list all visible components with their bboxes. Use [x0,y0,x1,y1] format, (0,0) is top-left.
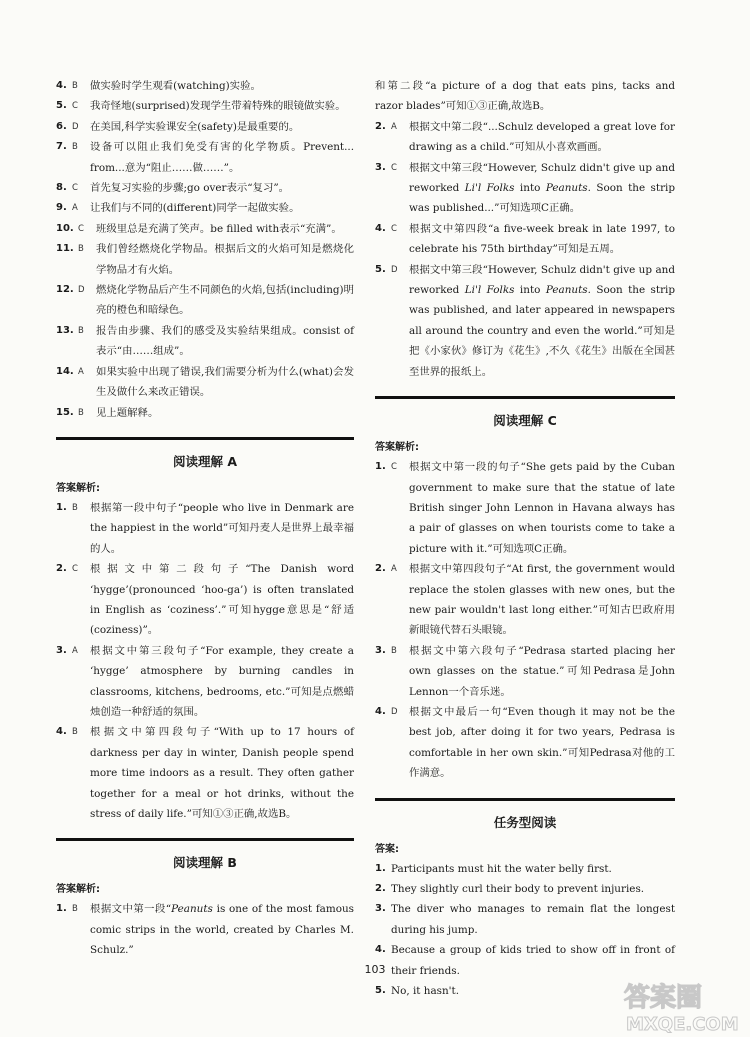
answer-letter: C [78,223,84,234]
item-number: 4. [375,705,386,717]
answer-text: 首先复习实验的步骤;go over表示“复习”。 [90,182,290,195]
answer-letter: D [72,121,79,132]
answer-text: 班级里总是充满了笑声。be filled with表示“充满”。 [96,222,342,235]
answer-letter: A [78,366,84,377]
answer-item [375,879,675,899]
section-title: 阅读理解 B [173,855,237,871]
answer-text: 根据文中第一段“Peanuts is one of the most famous comic strips in the world, created by Charles M. Schulz.” [90,903,355,957]
answer-letter: B [72,81,78,91]
answer-text: 让我们与不同的(different)同学一起做实验。 [90,202,300,215]
answer-text: 根据文中第一段的句子“She gets paid by the Cuban government to make sure that the statue of late British singer John Lennon in Havana always has a pair of glasses on when tourists come to take a picture with it.”可知选项C正确。 [409,461,675,555]
section-title: 阅读理解 A [172,453,238,469]
answer-letter: C [391,162,397,173]
answer-text: 根据文中第二段句子“The Danish word ‘hygge’(pronounced ‘hoo-ga’) is often translated in English as ‘coziness’.”可知hygge意思是“舒适(coziness)”。 [90,563,354,637]
answer-letter: A [391,121,397,132]
section-label: 答案: [375,843,399,855]
answer-item [56,899,354,960]
section-reading-c [375,411,675,784]
answer-item [375,899,675,940]
item-number: 9. [56,202,67,214]
item-number: 8. [56,182,67,194]
section-divider [56,437,354,440]
answer-letter: A [391,564,397,575]
answer-item [56,559,354,641]
section-divider [56,838,354,841]
answer-letter: B [391,645,397,656]
answer-letter: A [72,645,78,656]
answer-item [56,198,354,218]
item-number: 4. [56,726,67,738]
item-number: 4. [375,944,386,956]
answer-text: Because a group of kids tried to show off in front of their friends. [391,944,675,977]
item-number: 11. [56,243,74,255]
section-label: 答案解析: [375,442,419,454]
answer-text: 根据文中第三段“However, Schulz didn't give up and reworked Li'l Folks into Peanuts. Soon the strip was published...”可知选项C正确。 [409,161,676,215]
answer-item [56,178,354,198]
answer-item [56,239,354,280]
item-number: 1. [375,862,386,874]
item-number: 4. [375,222,386,234]
answer-text: 根据文中第三段句子“For example, they create a ‘hygge’ atmosphere by burning candles in classrooms, kitchens, bedrooms, etc.”可知是点燃蜡烛创造一种舒适的氛围。 [90,644,354,718]
answer-item [375,117,675,158]
answer-letter: B [72,142,78,153]
section-label: 答案解析: [56,884,100,896]
item-number: 14. [56,365,74,377]
section-title: 阅读理解 C [493,413,557,429]
answer-item [375,219,675,260]
answer-letter: C [391,462,397,473]
answer-text: 根据文中最后一句“Even though it may not be the best job, after doing it for two years, Pedrasa is comfortable in her own skin.”可知Pedrasa对他的工作满意。 [409,705,675,780]
answer-text: 做实验时学生观看(watching)实验。 [90,80,261,92]
answer-item [375,158,675,219]
answer-letter: B [72,502,78,513]
item-number: 1. [56,501,67,513]
answer-item [56,722,354,824]
answer-item [56,321,354,362]
answer-item [56,498,354,559]
answer-text: 根据文中第四段句子“With up to 17 hours of darkness per day in winter, Danish people spend more time indoors as a result. They often gather together for a meal or hot drinks, without the stress of daily life.”可知①③正确,故选B。 [90,726,354,820]
item-number: 2. [375,883,386,894]
answer-item [56,96,354,116]
answer-letter: D [78,285,85,296]
answer-letter: B [78,244,84,255]
item-number: 6. [56,120,67,132]
item-number: 5. [56,100,67,112]
answer-text: 报告由步骤、我们的感受及实验结果组成。consist of表示“由……组成”。 [96,324,354,358]
answer-text: 见上题解释。 [96,406,159,419]
section-reading-b [56,853,354,960]
answer-item [56,403,354,423]
answer-item [375,260,675,382]
answer-text: No, it hasn't. [391,985,460,998]
answer-letter: D [391,706,398,717]
watermark-text-cn: 答案圈 [624,983,703,1013]
answer-continuation: 和第二段“a picture of a dog that eats pins, tacks and razor blades”可知①③正确,故选B。 [375,80,675,113]
watermark-text-en: MXQE.COM [626,1014,739,1035]
section-reading-a [56,452,354,825]
item-number: 1. [375,461,386,473]
answer-letter: B [72,904,78,915]
answer-text: 如果实验中出现了错误,我们需要分析为什么(what)会发生及做什么来改正错误。 [96,365,354,399]
item-number: 15. [56,406,74,418]
section-title: 任务型阅读 [493,814,557,830]
item-number: 3. [375,161,386,173]
item-number: 3. [375,644,386,656]
answer-letter: B [78,407,84,418]
item-number: 5. [375,263,386,275]
section-label: 答案解析: [56,482,100,494]
answer-letter: C [72,564,78,575]
answer-item [56,137,354,178]
answer-item [56,362,354,403]
answer-text: 在美国,科学实验课安全(safety)是最重要的。 [90,120,300,133]
item-number: 13. [56,324,74,336]
answer-text: 我奇怪地(surprised)发现学生带着特殊的眼镜做实验。 [90,100,346,113]
answer-item [56,280,354,321]
answer-item [56,117,354,137]
answer-text: 我们曾经燃烧化学物品。根据后文的火焰可知是燃烧化学物品才有火焰。 [96,243,354,276]
right-column [375,76,675,1001]
section-divider [375,798,675,801]
answer-text: Participants must hit the water belly first. [391,862,612,875]
answer-letter: D [391,264,398,275]
item-number: 7. [56,141,67,153]
answer-text: 根据第一段中句子“people who live in Denmark are the happiest in the world”可知丹麦人是世界上最幸福的人。 [90,501,354,555]
answer-text: 根据文中第四段“a five-week break in late 1997, to celebrate his 75th birthday”可知是五周。 [409,222,675,256]
answer-text: 根据文中第二段“...Schulz developed a great love for drawing as a child.”可知从小喜欢画画。 [409,120,675,154]
item-number: 10. [56,222,74,234]
item-number: 3. [375,903,386,915]
item-number: 12. [56,284,74,296]
answer-item [375,641,675,702]
answer-letter: C [72,183,78,194]
answer-text: 根据文中第六段句子“Pedrasa started placing her own glasses on the statue.”可知Pedrasa是John Lennon一个音乐迷。 [409,644,675,698]
item-number: 3. [56,644,67,656]
answer-text: 根据文中第四段句子“At first, the government would replace the stolen glasses with new ones, but the new pair wouldn't last long either.”可知古巴政府用新眼镜代替石头眼镜。 [409,563,675,637]
answer-item [375,702,675,784]
answer-letter: B [78,325,84,336]
answer-text: They slightly curl their body to prevent injuries. [391,883,645,895]
cloze-answers [56,76,354,423]
page-number: 103 [364,963,386,976]
item-number: 2. [375,563,386,575]
item-number: 4. [56,80,67,91]
answer-letter: C [391,223,397,234]
section-divider [375,396,675,399]
watermark-logo [620,978,750,1036]
answer-item [56,219,354,239]
answer-text: 燃烧化学物品后产生不同颜色的火焰,包括(including)明亮的橙色和暗绿色。 [96,284,354,317]
item-number: 1. [56,903,67,915]
answer-item [56,76,354,96]
answer-item [375,559,675,641]
answer-text: 设备可以阻止我们免受有害的化学物质。Prevent... from...意为“阻止……做……”。 [90,141,354,174]
left-column [56,76,354,961]
answer-text: 根据文中第三段“However, Schulz didn't give up and reworked Li'l Folks into Peanuts. Soon the strip was published, and later appeared in newspapers all around the country and even the world.”可知是把《小家伙》修订为《花生》,不久《花生》出版在全国甚至世界的报纸上。 [409,263,676,378]
item-number: 2. [56,563,67,575]
answer-text: The diver who manages to remain flat the longest during his jump. [391,903,675,936]
answer-letter: B [72,727,78,738]
item-number: 2. [375,120,386,132]
answer-item [56,641,354,723]
answer-item [375,859,675,879]
answer-letter: C [72,101,78,112]
answer-letter: A [72,203,78,214]
item-number: 5. [375,985,386,997]
answer-item [375,457,675,559]
